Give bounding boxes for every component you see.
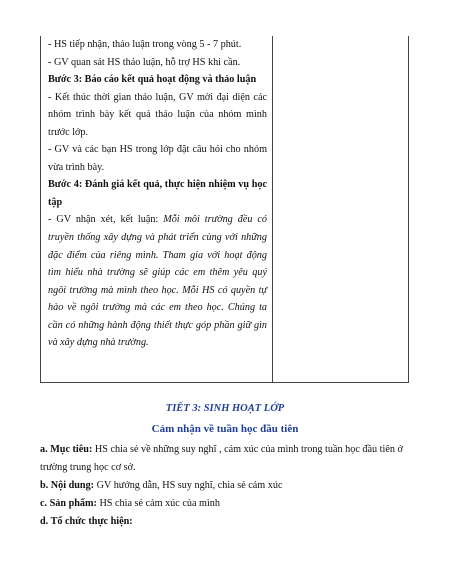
item-text: GV hướng dẫn, HS suy nghĩ, chia sẻ cảm xúc (94, 479, 283, 491)
conclusion-italic-text: Mỗi môi trường đều có truyền thống xây dựng và phát triển cùng với những đặc điểm của riêng mình. Tham gia với hoạt động tìm hiểu nhà trường sẽ giúp các em thêm yêu quý ngôi trường mà mình theo học. Mỗi HS có quyền tự hào về ngôi trường mà các em theo học. Chúng ta cần có những hành động thiết thực góp phần giữ gìn và xây dựng nhà trường. (48, 214, 267, 349)
content-item (40, 477, 425, 495)
teacher-conclusion (48, 211, 267, 351)
table-line: - GV quan sát HS thảo luận, hỗ trợ HS khi cần. (48, 56, 241, 68)
activity-table-left-cell (41, 36, 273, 382)
objective-item (40, 441, 425, 477)
item-text: HS chia sẻ về những suy nghĩ , cảm xúc của mình trong tuần học đầu tiên ở trường trung học cơ sở. (40, 444, 403, 473)
product-item (40, 495, 425, 513)
item-text: HS chia sẻ cảm xúc của mình (96, 497, 220, 509)
table-line: - Kết thúc thời gian thảo luận, GV mời đại diện các nhóm trình bày kết quả thảo luận của nhóm mình trước lớp. (48, 91, 267, 138)
activity-table-right-cell (273, 36, 408, 382)
step-heading: Bước 4: Đánh giá kết quả, thực hiện nhiệm vụ học tập (48, 179, 267, 208)
table-line: - GV và các bạn HS trong lớp đặt câu hỏi cho nhóm vừa trình bày. (48, 144, 267, 173)
item-label: c. Sản phẩm: (40, 497, 97, 509)
item-label: b. Nội dung: (40, 479, 95, 491)
step-heading: Bước 3: Báo cáo kết quả hoạt động và thảo luận (48, 74, 257, 86)
table-line: - HS tiếp nhận, thảo luận trong vòng 5 - 7 phút. (48, 39, 242, 50)
activity-table (40, 36, 409, 383)
organization-item (40, 513, 425, 531)
section-title: TIẾT 3: SINH HOẠT LỚP (165, 403, 285, 414)
section-subtitle: Cảm nhận về tuần học đầu tiên (151, 423, 299, 435)
item-label: a. Mục tiêu: (40, 444, 93, 455)
lesson-body (40, 441, 425, 531)
conclusion-lead: - GV nhận xét, kết luận: (48, 214, 164, 226)
item-label: d. Tổ chức thực hiện: (40, 515, 133, 527)
